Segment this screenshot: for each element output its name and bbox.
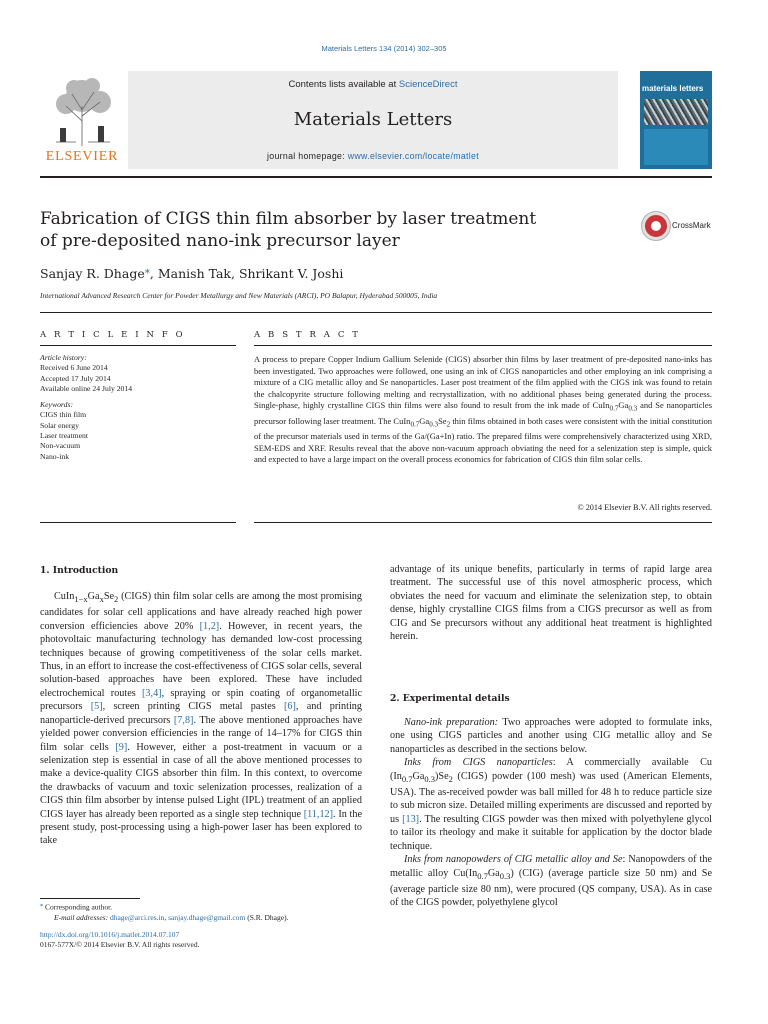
masthead-divider: [40, 176, 712, 178]
crossmark-badge[interactable]: [642, 212, 722, 240]
elsevier-tree-icon: [46, 76, 118, 148]
author-dhage[interactable]: Sanjay R. Dhage: [40, 266, 145, 282]
history-heading: Article history:: [40, 353, 87, 362]
journal-name: Materials Letters: [293, 109, 453, 130]
corresponding-author-footnote: [40, 900, 362, 923]
text-segment: . The resulting CIGS powder was then mixed with polyethylene glycol to tailor its rheology and make it suitable for application by the doctor blade technique.: [390, 813, 713, 852]
abstract-segment: Ga: [618, 400, 629, 411]
abstract-subscript: 0.3: [628, 405, 638, 414]
keyword-item: Solar energy: [40, 420, 79, 430]
homepage-line: [128, 151, 618, 161]
abstract-segment: thin films obtained in both cases were consistent with the initial constitution of the precursor materials used in terms of the Ga/(Ga+In) ratio. The prepared films were comprehensively characterized using XRD, SEM-EDS and XRF. Results reveal that the above non-vacuum approach obviating the need for a selenization step is simple, quick and expected to have a large impact on the overall process economics for fabrication of CIGS thin film solar cells.: [254, 415, 712, 465]
contents-prefix: Contents lists available at: [288, 79, 399, 90]
email-link-gmail[interactable]: sanjay.dhage@gmail.com: [168, 912, 246, 922]
reference-link[interactable]: [7,8]: [173, 714, 194, 726]
text-segment: . However, either a post-treatment in vacuum or a selenization step is essential in case of all the above mentioned processes to make a device-quality CIGS absorber thin film. In this context, to overcome the drawbacks of vacuum and toxic selenization processes, realization of a CIGS thin film absorber by intense pulsed Light (IPL) treatment of an applied CIGS layer has already been reported as a single step technique: [40, 741, 363, 820]
reference-link[interactable]: [11,12]: [303, 808, 334, 820]
homepage-prefix: journal homepage:: [267, 151, 348, 161]
issn-line: 0167-577X/© 2014 Elsevier B.V. All rights reserved.: [40, 940, 200, 949]
paragraph-label: Inks from nanopowders of CIG metallic alloy and Se: [404, 854, 623, 866]
experimental-section: [390, 716, 712, 910]
title-line-1: Fabrication of CIGS thin film absorber by laser treatment: [40, 209, 537, 229]
affiliation-divider: [40, 312, 712, 313]
abstract-heading: A B S T R A C T: [254, 330, 361, 340]
text-segment: (CIGS) thin film solar cells are among the most promising candidates for solar cell applications and have already reached high power conversion efficiencies above 20%: [40, 591, 362, 632]
text-segment: : A commercially available Cu (In: [390, 757, 712, 782]
history-received: Received 6 June 2014: [40, 363, 108, 373]
elsevier-wordmark: ELSEVIER: [45, 149, 119, 164]
subscript: 1−x: [74, 594, 88, 605]
corresponding-author-marker[interactable]: ⁎: [144, 264, 150, 276]
affiliation: International Advanced Research Center for Powder Metallurgy and New Materials (ARCI), PO Balapur, Hyderabad 500005, India: [40, 291, 438, 300]
article-info-heading: A R T I C L E I N F O: [40, 330, 186, 340]
footnote-text: Corresponding author.: [43, 902, 113, 912]
elsevier-logo[interactable]: [40, 71, 124, 169]
article-info-panel: [40, 353, 236, 462]
reference-link[interactable]: [9]: [115, 741, 128, 753]
abstract-segment: A process to prepare Copper Indium Gallium Selenide (CIGS) absorber thin films by laser treatment of pre-deposited nano-inks has been investigated. Two approaches were followed, one using an ink of CIGS nanoparticles and other employing an ink comprising a mixture of a CIG metallic alloy and Se nanoparticles. Laser post treatment of the film applied with the CIGS ink was found to retain the chalcopyrite structure following melting and recrystallization, with no additional phases being generated during the process. Single-phase, highly crystalline CIGS thin films were also found to result from the ink made of CuIn: [254, 354, 712, 411]
abstract-copyright: © 2014 Elsevier B.V. All rights reserved.: [577, 503, 712, 512]
journal-cover-image[interactable]: [640, 71, 712, 169]
doi-block: [40, 930, 362, 950]
email-owner: (S.R. Dhage).: [245, 912, 289, 922]
text-segment: , screen printing CIGS metal pastes: [102, 701, 284, 713]
text-segment: CuIn: [54, 591, 75, 602]
nano-ink-paragraph: [390, 716, 712, 756]
keyword-item: Non-vacuum: [40, 441, 81, 451]
footnote-marker: ⁎: [40, 901, 44, 908]
text-segment: Se: [103, 591, 114, 602]
article-title: [40, 208, 600, 252]
article-info-divider: [40, 345, 236, 346]
footnote-line-1: [40, 900, 362, 913]
keyword-item: Laser treatment: [40, 431, 89, 441]
contents-line: [128, 79, 618, 90]
doi-link[interactable]: http://dx.doi.org/10.1016/j.matlet.2014.07.107: [40, 930, 180, 939]
history-accepted: Accepted 17 July 2014: [40, 373, 111, 383]
homepage-link[interactable]: www.elsevier.com/locate/matlet: [347, 151, 479, 161]
text-segment: Ga: [487, 867, 500, 879]
masthead-center-panel: [128, 71, 618, 169]
crossmark-label: CrossMark: [672, 221, 711, 230]
text-segment: Ga: [87, 591, 100, 602]
abstract-subscript: 2: [446, 420, 451, 429]
abstract-bottom-divider: [254, 522, 712, 523]
cover-art: [644, 99, 708, 125]
keyword-item: CIGS thin film: [40, 410, 87, 420]
reference-link[interactable]: [1,2]: [199, 620, 220, 632]
subscript: 0.7: [477, 870, 488, 881]
abstract-divider: [254, 345, 712, 346]
introduction-paragraph: [40, 590, 362, 848]
text-segment: . The above mentioned approaches have yielded power conversion efficiencies in the range of 14–17% for CIGS thin film solar cells: [40, 714, 362, 753]
text-segment: Two approaches were adopted to formulate inks, one using CIGS particles and another using CIG metallic alloy and Se nanoparticles as described in the sections below.: [390, 717, 712, 755]
subscript: 2: [114, 594, 119, 605]
cover-title: materials letters: [642, 84, 704, 93]
subscript: 0.3: [424, 773, 436, 784]
cover-lower-panel: [644, 129, 708, 165]
abstract-segment: Ga: [419, 415, 430, 426]
email-separator: ,: [164, 912, 169, 922]
text-segment: (CIGS) powder (100 mesh) was used (American Elements, USA). The as-received powder was ball milled for 48 h to reduce particle size to sub micron size. Detailed milling experiments are discussed and reported by us: [390, 770, 712, 825]
paragraph-label: Inks from CIGS nanoparticles: [404, 757, 553, 769]
subscript: 2: [448, 773, 453, 784]
abstract-subscript: 0.3: [429, 420, 439, 429]
email-link-arci[interactable]: dhage@arci.res.in: [109, 912, 165, 922]
text-segment: Ga: [412, 770, 425, 782]
abstract-segment: and Se nanoparticles precursor following laser treatment. The CuIn: [254, 400, 712, 426]
text-segment: , spraying or spin coating of organometallic precursors: [40, 687, 362, 713]
article-info-bottom-divider: [40, 522, 236, 523]
keyword-item: Nano-ink: [40, 451, 70, 461]
subscript: 0.3: [499, 870, 511, 881]
subscript: x: [99, 594, 104, 605]
text-segment: )Se: [435, 770, 449, 782]
abstract-subscript: 0.7: [410, 420, 420, 429]
cigs-ink-paragraph: [390, 756, 712, 853]
footnote-line-2: [40, 913, 362, 923]
sciencedirect-link[interactable]: ScienceDirect: [398, 79, 458, 90]
text-segment: . In the present study, post-processing using a high-power laser has been explored to take: [40, 808, 362, 847]
reference-link[interactable]: [3,4]: [142, 687, 162, 699]
text-segment: , and printing nanoparticle-derived precursors: [40, 701, 362, 726]
citation-link[interactable]: Materials Letters 134 (2014) 302–305: [321, 44, 447, 53]
introduction-continued: advantage of its unique benefits, particularly in terms of rapid large area treatment. The successful use of this novel atmospheric process, which obviates the need for vacuum and eliminate the selenization step, to obtain dense, highly crystalline CIGS films from a CIGS precursor as well as from CIG and Se precursors without any additional heat treatment is highlighted herein.: [390, 564, 712, 643]
experimental-heading: 2. Experimental details: [390, 693, 510, 704]
paragraph-label: Nano-ink preparation:: [404, 717, 499, 728]
author-list: [40, 264, 640, 281]
abstract-text: [254, 354, 712, 466]
reference-link[interactable]: [13]: [402, 813, 420, 825]
reference-link[interactable]: [6]: [283, 701, 296, 713]
email-label: E-mail addresses:: [54, 912, 109, 922]
other-authors: , Manish Tak, Shrikant V. Joshi: [149, 266, 344, 282]
reference-link[interactable]: [5]: [90, 701, 103, 713]
keywords-heading: Keywords:: [40, 400, 74, 410]
text-segment: . However, in recent years, the photovoltaic manufacturing technology has demanded low-cost processing techniques because of growing competitiveness of the solar cells market. Thus, in an effort to increase the cost-effectiveness of CIGS solar cells, several solution-based approaches have been explored. These have included electrochemical routes: [40, 620, 362, 699]
cig-se-ink-paragraph: [390, 853, 712, 910]
footnote-divider: [40, 898, 140, 899]
crossmark-icon: [642, 212, 670, 240]
abstract-subscript: 0.7: [609, 405, 619, 414]
abstract-segment: Se: [438, 415, 447, 426]
introduction-heading: 1. Introduction: [40, 565, 119, 576]
journal-masthead: [40, 71, 712, 169]
history-online: Available online 24 July 2014: [40, 383, 133, 393]
subscript: 0.7: [401, 773, 413, 784]
text-segment: ) (CIG) (average particle size 50 nm) and Se (average particle size 80 nm), were procured (QS company, USA). As in case of the CIGS powder, polyethylene glycol: [390, 867, 712, 909]
text-segment: : Nanopowders of the metallic alloy Cu(In: [390, 854, 712, 879]
title-line-2: of pre-deposited nano-ink precursor layer: [40, 231, 400, 251]
